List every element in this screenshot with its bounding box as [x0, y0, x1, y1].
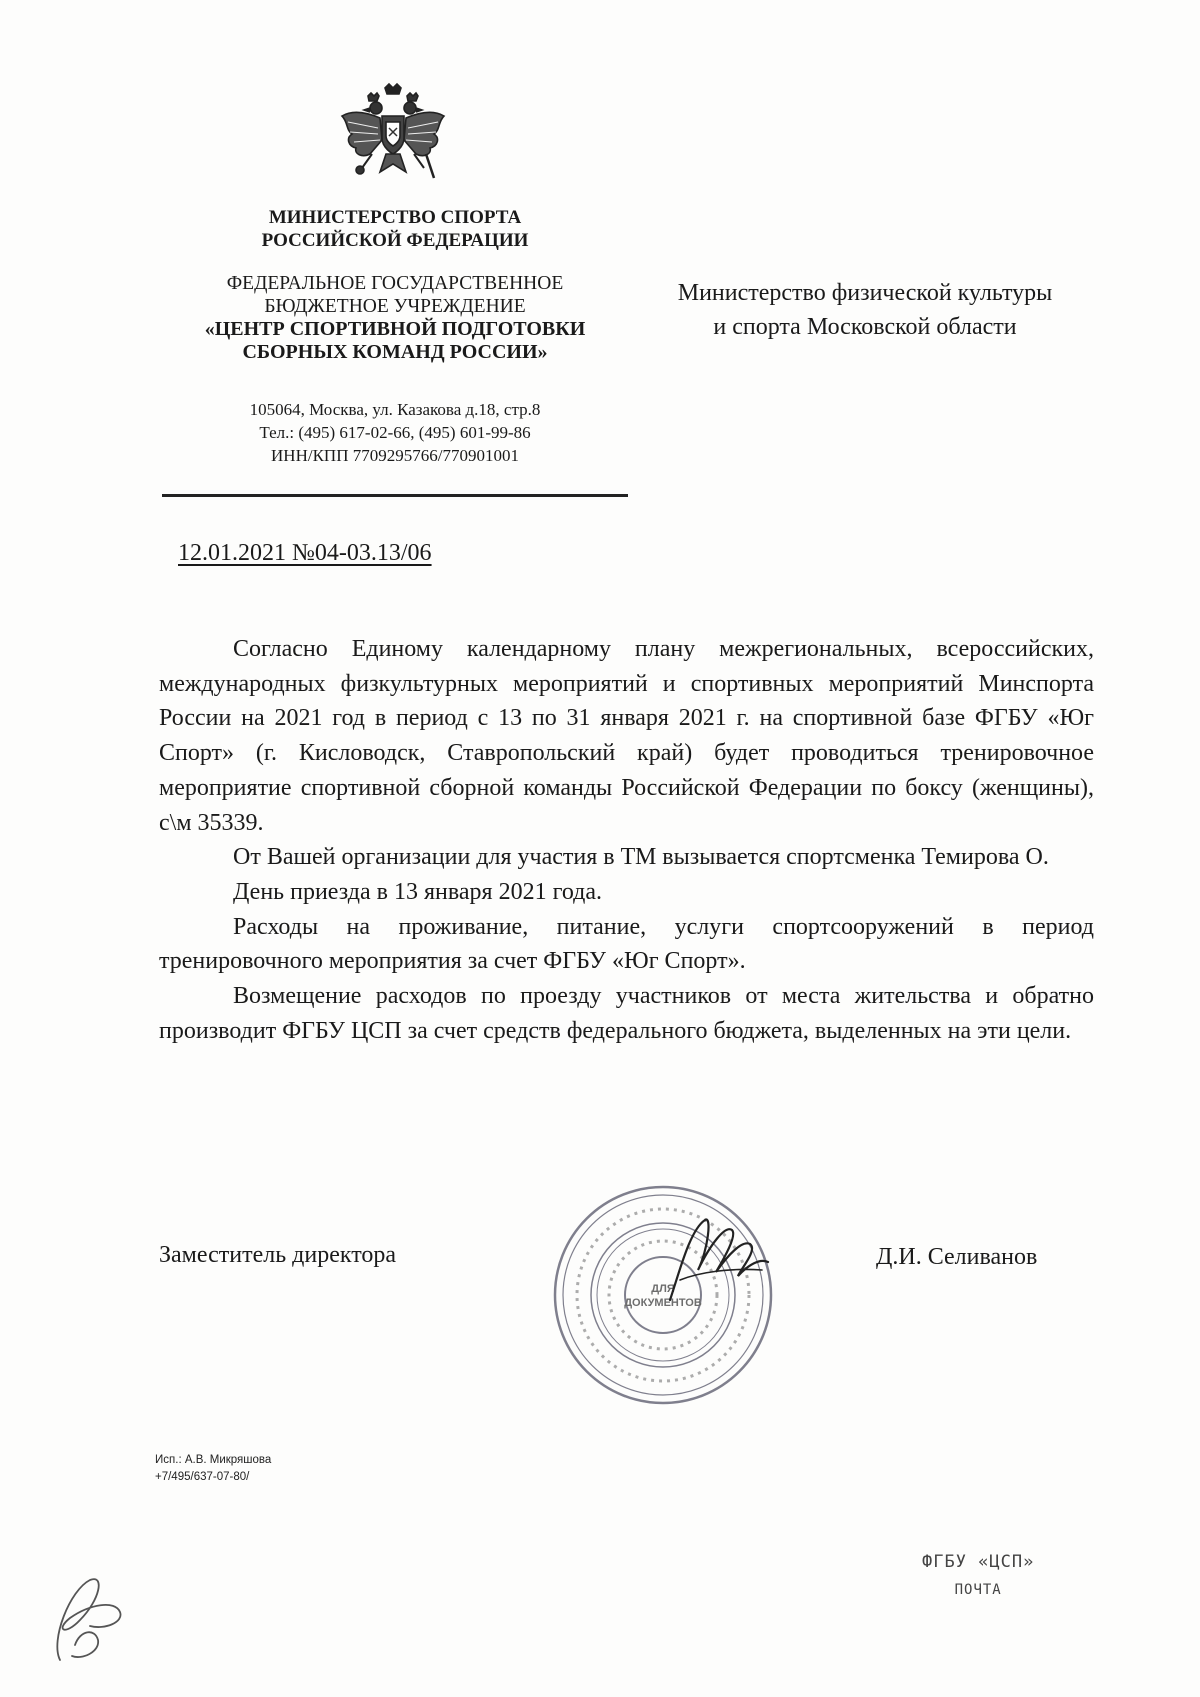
body-paragraph-1: Согласно Единому календарному плану межрегиональных, всероссийских, международных физкультурных мероприятий и спортивных мероприятий Минспорта России на 2021 год в период с 13 по 31 января 2021 г. на спортивной базе ФГБУ «Юг Спорт» (г. Кисловодск, Ставропольский край) будет проводиться тренировочное мероприятие спортивной сборной команды Российской Федерации по боксу (женщины), с\м 35339. [159, 636, 1094, 836]
recipient-line-1: Министерство физической культуры [677, 280, 1053, 306]
executor-phone: +7/495/637-07-80/ [155, 1471, 250, 1483]
mail-received-stamp [922, 1548, 1034, 1604]
handwritten-signature [650, 1210, 780, 1310]
sender-inn: ИНН/КПП 7709295766/770901001 [271, 446, 519, 465]
header-divider [162, 494, 628, 497]
ministry-line-1: МИНИСТЕРСТВО СПОРТА [268, 207, 522, 228]
mail-stamp-line-1: ФГБУ «ЦСП» [922, 1552, 1035, 1572]
signatory-name: Д.И. Селиванов [876, 1244, 1038, 1270]
ministry-name [160, 206, 630, 252]
sender-contacts [160, 398, 630, 467]
sender-phone: Тел.: (495) 617-02-66, (495) 601-99-86 [259, 423, 531, 442]
signatory-title: Заместитель директора [159, 1242, 397, 1268]
institution-line-3: «ЦЕНТР СПОРТИВНОЙ ПОДГОТОВКИ [204, 318, 586, 340]
ministry-line-2: РОССИЙСКОЙ ФЕДЕРАЦИИ [261, 230, 529, 251]
institution-line-4: СБОРНЫХ КОМАНД РОССИИ» [242, 341, 548, 363]
recipient-line-2: и спорта Московской области [713, 314, 1017, 340]
handwritten-initials [20, 1560, 140, 1680]
recipient-block [640, 276, 1090, 344]
body-paragraph-5: Возмещение расходов по проезду участников от места жительства и обратно производит ФГБУ ЦСП за счет средств федерального бюджета, выделенных на эти цели. [159, 983, 1094, 1044]
sender-address: 105064, Москва, ул. Казакова д.18, стр.8 [249, 400, 541, 419]
coat-of-arms-emblem [338, 82, 448, 188]
document-reference: 12.01.2021 №04-03.13/06 [178, 540, 432, 566]
body-paragraph-2: От Вашей организации для участия в ТМ вызывается спортсменка Темирова О. [233, 844, 1049, 871]
svg-text:ДОКУМЕНТОВ: ДОКУМЕНТОВ [624, 1297, 702, 1309]
body-paragraph-4: Расходы на проживание, питание, услуги спортсооружений в период тренировочного мероприятия за счет ФГБУ «Юг Спорт». [159, 913, 1094, 975]
mail-stamp-line-2: ПОЧТА [954, 1582, 1002, 1598]
executor-name: Исп.: А.В. Микряшова [155, 1454, 272, 1466]
seal-center-text: ДЛЯ [651, 1283, 675, 1295]
executor-info [155, 1452, 271, 1486]
letter-body [159, 632, 1094, 1048]
institution-name [160, 272, 630, 364]
body-paragraph-3: День приезда в 13 января 2021 года. [233, 878, 602, 905]
institution-line-1: ФЕДЕРАЛЬНОЕ ГОСУДАРСТВЕННОЕ [226, 273, 564, 294]
institution-line-2: БЮДЖЕТНОЕ УЧРЕЖДЕНИЕ [264, 296, 526, 317]
